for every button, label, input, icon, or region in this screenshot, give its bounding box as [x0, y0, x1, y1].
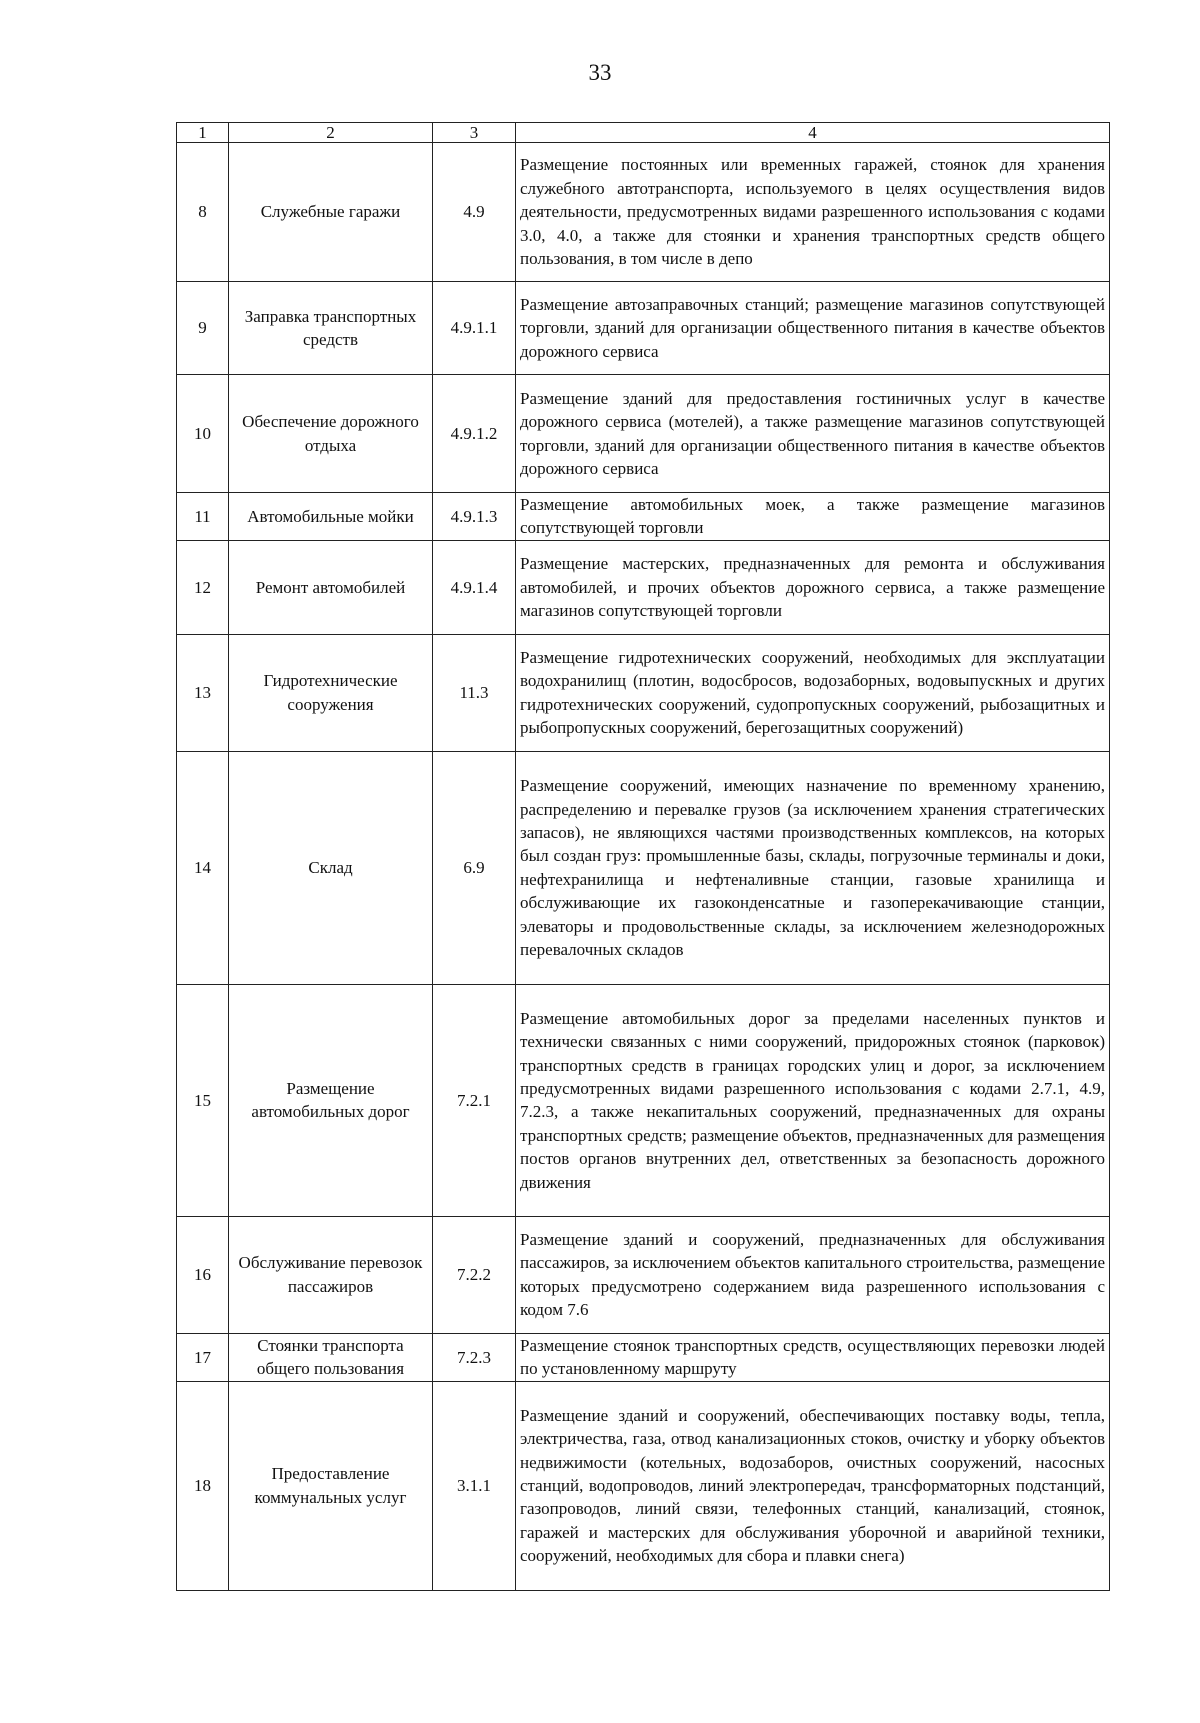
use-description: Размещение постоянных или временных гаражей, стоянок для хранения служебного автотранспорта, используемого в целях осуществления видов деятельности, предусмотренных видами разрешенного использования с кодами 3.0, 4.0, а также для стоянки и хранения транспортных средств общего пользования, в том числе в депо	[516, 143, 1110, 282]
use-name: Обслуживание перевозок пассажиров	[229, 1216, 433, 1333]
use-name: Стоянки транспорта общего пользования	[229, 1333, 433, 1381]
use-name: Служебные гаражи	[229, 143, 433, 282]
table-row	[177, 375, 1110, 493]
use-description: Размещение автозаправочных станций; размещение магазинов сопутствующей торговли, зданий для организации общественного питания в качестве объектов дорожного сервиса	[516, 282, 1110, 375]
table-row	[177, 1381, 1110, 1590]
use-code: 3.1.1	[433, 1381, 516, 1590]
header-cell: 1	[177, 123, 229, 143]
table-row	[177, 1216, 1110, 1333]
table-row	[177, 282, 1110, 375]
row-number: 9	[177, 282, 229, 375]
row-number: 13	[177, 634, 229, 751]
land-use-table	[176, 122, 1110, 1591]
use-code: 4.9	[433, 143, 516, 282]
use-name: Склад	[229, 751, 433, 984]
row-number: 17	[177, 1333, 229, 1381]
use-name: Гидротехнические сооружения	[229, 634, 433, 751]
use-description: Размещение зданий для предоставления гостиничных услуг в качестве дорожного сервиса (мотелей), а также размещение магазинов сопутствующей торговли, зданий для организации общественного питания в качестве объектов дорожного сервиса	[516, 375, 1110, 493]
table-row	[177, 634, 1110, 751]
row-number: 14	[177, 751, 229, 984]
use-code: 7.2.3	[433, 1333, 516, 1381]
table-header-row	[177, 123, 1110, 143]
table-row	[177, 1333, 1110, 1381]
table-row	[177, 984, 1110, 1216]
use-name: Предоставление коммунальных услуг	[229, 1381, 433, 1590]
use-name: Обеспечение дорожного отдыха	[229, 375, 433, 493]
row-number: 11	[177, 493, 229, 541]
use-description: Размещение автомобильных моек, а также размещение магазинов сопутствующей торговли	[516, 493, 1110, 541]
row-number: 8	[177, 143, 229, 282]
use-name: Размещение автомобильных дорог	[229, 984, 433, 1216]
row-number: 15	[177, 984, 229, 1216]
use-code: 7.2.2	[433, 1216, 516, 1333]
use-description: Размещение гидротехнических сооружений, необходимых для эксплуатации водохранилищ (плотин, водосбросов, водозаборных, водовыпускных и других гидротехнических сооружений, судопропускных сооружений, рыбозащитных и рыбопропускных сооружений, берегозащитных сооружений)	[516, 634, 1110, 751]
header-cell: 2	[229, 123, 433, 143]
use-description: Размещение мастерских, предназначенных для ремонта и обслуживания автомобилей, и прочих объектов дорожного сервиса, а также размещение магазинов сопутствующей торговли	[516, 540, 1110, 634]
use-description: Размещение зданий и сооружений, обеспечивающих поставку воды, тепла, электричества, газа, отвод канализационных стоков, очистку и уборку объектов недвижимости (котельных, водозаборов, очистных сооружений, насосных станций, водопроводов, линий электропередач, трансформаторных подстанций, газопроводов, линий связи, телефонных станций, канализаций, стоянок, гаражей и мастерских для обслуживания уборочной и аварийной техники, сооружений, необходимых для сбора и плавки снега)	[516, 1381, 1110, 1590]
table-row	[177, 751, 1110, 984]
row-number: 18	[177, 1381, 229, 1590]
use-description: Размещение стоянок транспортных средств, осуществляющих перевозки людей по установленному маршруту	[516, 1333, 1110, 1381]
use-code: 6.9	[433, 751, 516, 984]
use-code: 4.9.1.2	[433, 375, 516, 493]
use-code: 11.3	[433, 634, 516, 751]
table-row	[177, 540, 1110, 634]
use-description: Размещение зданий и сооружений, предназначенных для обслуживания пассажиров, за исключением объектов капитального строительства, размещение которых предусмотрено содержанием вида разрешенного использования с кодом 7.6	[516, 1216, 1110, 1333]
use-description: Размещение автомобильных дорог за пределами населенных пунктов и технически связанных с ними сооружений, придорожных стоянок (парковок) транспортных средств в границах городских улиц и дорог, за исключением предусмотренных видами разрешенного использования с кодами 2.7.1, 4.9, 7.2.3, а также некапитальных сооружений, предназначенных для охраны транспортных средств; размещение объектов, предназначенных для размещения постов органов внутренних дел, ответственных за безопасность дорожного движения	[516, 984, 1110, 1216]
row-number: 12	[177, 540, 229, 634]
use-code: 4.9.1.1	[433, 282, 516, 375]
use-name: Заправка транспортных средств	[229, 282, 433, 375]
header-cell: 4	[516, 123, 1110, 143]
use-description: Размещение сооружений, имеющих назначение по временному хранению, распределению и перевалке грузов (за исключением хранения стратегических запасов), не являющихся частями производственных комплексов, на которых был создан груз: промышленные базы, склады, погрузочные терминалы и доки, нефтехранилища и нефтеналивные станции, газовые хранилища и обслуживающие их газоконденсатные и газоперекачивающие станции, элеваторы и продовольственные склады, за исключением железнодорожных перевалочных складов	[516, 751, 1110, 984]
use-name: Автомобильные мойки	[229, 493, 433, 541]
row-number: 16	[177, 1216, 229, 1333]
use-code: 4.9.1.4	[433, 540, 516, 634]
table-row	[177, 493, 1110, 541]
use-name: Ремонт автомобилей	[229, 540, 433, 634]
use-code: 4.9.1.3	[433, 493, 516, 541]
row-number: 10	[177, 375, 229, 493]
use-code: 7.2.1	[433, 984, 516, 1216]
table-row	[177, 143, 1110, 282]
page-number: 33	[588, 60, 612, 85]
header-cell: 3	[433, 123, 516, 143]
